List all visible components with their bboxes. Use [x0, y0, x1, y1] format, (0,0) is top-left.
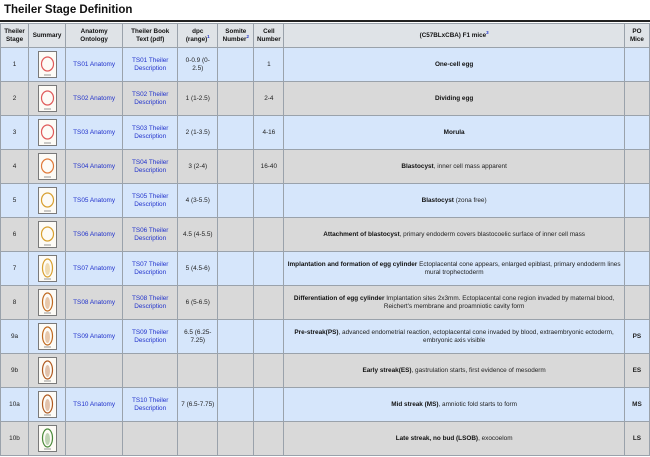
- stage-cell-text: 10a: [9, 400, 20, 408]
- dpc-cell-text: 7 (6.5-7.75): [181, 400, 215, 408]
- description-cell: [284, 82, 625, 116]
- description-cell: [284, 252, 625, 286]
- somite-cell: [218, 82, 254, 116]
- description-cell: [284, 48, 625, 82]
- header-somite: Somite Number$^2$: [218, 24, 254, 48]
- anatomy-link-cell: [66, 116, 123, 150]
- theiler-description-link-cell: [123, 48, 178, 82]
- dpc-cell-text: 3 (2-4): [188, 162, 208, 170]
- anatomy-link-cell-text[interactable]: TS03 Anatomy: [73, 128, 116, 136]
- dpc-cell: [178, 354, 218, 388]
- theiler-stage-table: [0, 23, 650, 456]
- summary-cell: [29, 354, 66, 388]
- summary-cell: [29, 116, 66, 150]
- description-bold-text: Dividing egg: [434, 94, 474, 102]
- footnote-link-1[interactable]: 1: [207, 33, 210, 39]
- dpc-cell-text: 4.5 (4-5.5): [183, 230, 213, 238]
- dpc-cell: [178, 116, 218, 150]
- stage-cell-text: 1: [12, 60, 17, 68]
- dpc-cell: [178, 252, 218, 286]
- description-cell: [284, 116, 625, 150]
- summary-cell: [29, 252, 66, 286]
- po-cell: [624, 252, 649, 286]
- table-row: [1, 82, 650, 116]
- somite-cell: [218, 286, 254, 320]
- anatomy-link-cell-text[interactable]: TS02 Anatomy: [73, 94, 116, 102]
- po-cell: [624, 354, 649, 388]
- somite-cell: [218, 48, 254, 82]
- anatomy-link-cell: [66, 252, 123, 286]
- theiler-description-link-cell-text[interactable]: TS09 Theiler Description: [131, 328, 169, 344]
- stage-cell: [1, 184, 29, 218]
- po-cell: [624, 320, 649, 354]
- theiler-description-link-cell-text[interactable]: TS07 Theiler Description: [131, 260, 169, 276]
- cell-number-cell: [254, 218, 284, 252]
- po-cell: [624, 388, 649, 422]
- theiler-description-link-cell: [123, 184, 178, 218]
- table-row: [1, 116, 650, 150]
- cell-number-cell-text: 1: [267, 60, 271, 68]
- cell-number-cell: [254, 354, 284, 388]
- po-cell: [624, 150, 649, 184]
- anatomy-link-cell: [66, 320, 123, 354]
- anatomy-link-cell: [66, 218, 123, 252]
- anatomy-link-cell-text[interactable]: TS07 Anatomy: [73, 264, 116, 272]
- dpc-cell: [178, 422, 218, 456]
- description-text: Ectoplacental cone appears, enlarged epiblast, primary endoderm lines mural trophectoderm: [417, 260, 621, 276]
- dpc-cell-text: 0-0.9 (0-2.5): [185, 56, 210, 72]
- table-row: [1, 48, 650, 82]
- cell-number-cell: [254, 116, 284, 150]
- embryo-thumbnail-icon[interactable]: [38, 119, 57, 146]
- description-cell: [284, 184, 625, 218]
- theiler-description-link-cell: [123, 388, 178, 422]
- page-title: Theiler Stage Definition: [4, 4, 133, 16]
- summary-cell: [29, 82, 66, 116]
- summary-cell: [29, 150, 66, 184]
- summary-cell: [29, 48, 66, 82]
- description-bold-text: Differentiation of egg cylinder: [293, 294, 385, 302]
- anatomy-link-cell: [66, 150, 123, 184]
- somite-cell: [218, 320, 254, 354]
- description-bold-text: Early streak(ES): [362, 366, 412, 374]
- somite-cell: [218, 116, 254, 150]
- somite-cell: [218, 150, 254, 184]
- description-cell: [284, 388, 625, 422]
- table-row: [1, 150, 650, 184]
- description-text: , exocoelom: [478, 434, 513, 442]
- footnote-link-3[interactable]: 3: [486, 29, 489, 35]
- po-cell-text: ES: [632, 366, 642, 374]
- stage-cell-text: 6: [12, 230, 17, 238]
- dpc-cell-text: 1 (1-2.5): [185, 94, 210, 102]
- stage-cell-text: 3: [12, 128, 17, 136]
- summary-cell: [29, 184, 66, 218]
- stage-cell: [1, 422, 29, 456]
- stage-cell: [1, 116, 29, 150]
- stage-cell: [1, 354, 29, 388]
- description-cell: [284, 320, 625, 354]
- description-text: , advanced endometrial reaction, ectoplacental cone invaded by blood, extraembryonic ectoderm, embryonic axis visible: [338, 328, 614, 344]
- cell-number-cell-text: 4-16: [262, 128, 276, 136]
- anatomy-link-cell: [66, 48, 123, 82]
- description-cell: [284, 150, 625, 184]
- embryo-thumbnail-icon[interactable]: [38, 323, 57, 350]
- cell-number-cell-text: 2-4: [264, 94, 274, 102]
- description-cell: [284, 422, 625, 456]
- somite-cell: [218, 422, 254, 456]
- description-bold-text: Mid streak (MS): [391, 400, 439, 408]
- table-header-row: [1, 24, 650, 48]
- table-row: [1, 388, 650, 422]
- stage-cell: [1, 286, 29, 320]
- anatomy-link-cell-text[interactable]: TS09 Anatomy: [73, 332, 116, 340]
- dpc-cell: [178, 286, 218, 320]
- table-row: [1, 422, 650, 456]
- header-book: Theiler Book Text (pdf): [123, 24, 178, 48]
- anatomy-link-cell: [66, 422, 123, 456]
- table-row: [1, 218, 650, 252]
- theiler-description-link-cell: [123, 354, 178, 388]
- description-text: Implantation sites 2x3mm. Ectoplacental cone region invaded by maternal blood, Reichert's membrane and proamniotic cavity form: [383, 294, 615, 310]
- theiler-description-link-cell: [123, 286, 178, 320]
- stage-cell-text: 4: [12, 162, 17, 170]
- dpc-cell-text: 5 (4.5-6): [185, 264, 210, 272]
- cell-number-cell-text: 16-40: [260, 162, 278, 170]
- table-row: [1, 286, 650, 320]
- header-dpc: dpc (range)$^1$: [178, 24, 218, 48]
- stage-cell: [1, 218, 29, 252]
- stage-cell: [1, 82, 29, 116]
- anatomy-link-cell-text[interactable]: TS05 Anatomy: [73, 196, 116, 204]
- header-stage: Theiler Stage: [1, 24, 29, 48]
- anatomy-link-cell: [66, 82, 123, 116]
- description-bold-text: Morula: [443, 128, 465, 136]
- stage-cell-text: 2: [12, 94, 17, 102]
- cell-number-cell: [254, 150, 284, 184]
- theiler-description-link-cell: [123, 116, 178, 150]
- po-cell: [624, 184, 649, 218]
- description-text: , inner cell mass apparent: [433, 162, 507, 170]
- dpc-cell: [178, 82, 218, 116]
- theiler-description-link-cell-text[interactable]: TS02 Theiler Description: [131, 90, 169, 106]
- dpc-cell: [178, 184, 218, 218]
- description-cell: [284, 354, 625, 388]
- description-text: (zona free): [453, 196, 487, 204]
- stage-cell-text: 9a: [10, 332, 19, 340]
- theiler-description-link-cell-text[interactable]: TS04 Theiler Description: [131, 158, 169, 174]
- anatomy-link-cell-text[interactable]: TS01 Anatomy: [73, 60, 116, 68]
- theiler-description-link-cell-text[interactable]: TS08 Theiler Description: [131, 294, 169, 310]
- cell-number-cell: [254, 252, 284, 286]
- table-row: [1, 354, 650, 388]
- summary-cell: [29, 286, 66, 320]
- stage-cell-text: 9b: [10, 366, 19, 374]
- description-bold-text: Blastocyst: [421, 196, 454, 204]
- anatomy-link-cell: [66, 184, 123, 218]
- stage-cell: [1, 320, 29, 354]
- stage-cell: [1, 48, 29, 82]
- anatomy-link-cell-text[interactable]: TS10 Anatomy: [73, 400, 116, 408]
- dpc-cell-text: 4 (3-5.5): [185, 196, 210, 204]
- po-cell: [624, 286, 649, 320]
- stage-cell-text: 7: [12, 264, 17, 272]
- embryo-thumbnail-icon[interactable]: [38, 85, 57, 112]
- theiler-description-link-cell: [123, 82, 178, 116]
- anatomy-link-cell: [66, 286, 123, 320]
- po-cell-text: PS: [632, 332, 642, 340]
- footnote-link-2[interactable]: 2: [246, 33, 249, 39]
- dpc-cell-text: 6.5 (6.25-7.25): [184, 328, 212, 344]
- po-cell: [624, 218, 649, 252]
- summary-cell: [29, 320, 66, 354]
- cell-number-cell: [254, 184, 284, 218]
- anatomy-link-cell: [66, 388, 123, 422]
- table-row: [1, 184, 650, 218]
- anatomy-link-cell-text[interactable]: TS04 Anatomy: [73, 162, 116, 170]
- stage-cell-text: 5: [12, 196, 17, 204]
- somite-cell: [218, 218, 254, 252]
- theiler-description-link-cell: [123, 252, 178, 286]
- somite-cell: [218, 388, 254, 422]
- embryo-thumbnail-icon[interactable]: [38, 425, 57, 452]
- dpc-cell: [178, 320, 218, 354]
- header-description: (C57BLxCBA) F1 mice$^3$: [284, 24, 625, 48]
- embryo-thumbnail-icon[interactable]: [38, 221, 57, 248]
- description-bold-text: Implantation and formation of egg cylinder: [287, 260, 418, 268]
- header-po: PO Mice: [624, 24, 649, 48]
- dpc-cell-text: 2 (1-3.5): [185, 128, 210, 136]
- dpc-cell: [178, 218, 218, 252]
- dpc-cell: [178, 388, 218, 422]
- po-cell: [624, 116, 649, 150]
- theiler-description-link-cell-text[interactable]: TS03 Theiler Description: [131, 124, 169, 140]
- cell-number-cell: [254, 388, 284, 422]
- cell-number-cell: [254, 422, 284, 456]
- stage-cell: [1, 388, 29, 422]
- theiler-description-link-cell-text[interactable]: TS10 Theiler Description: [131, 396, 169, 412]
- description-cell: [284, 218, 625, 252]
- stage-cell: [1, 252, 29, 286]
- theiler-description-link-cell: [123, 218, 178, 252]
- description-bold-text: Blastocyst: [401, 162, 434, 170]
- summary-cell: [29, 388, 66, 422]
- somite-cell: [218, 354, 254, 388]
- title-divider: [0, 20, 650, 22]
- description-cell: [284, 286, 625, 320]
- table-row: [1, 252, 650, 286]
- description-bold-text: One-cell egg: [434, 60, 474, 68]
- header-cell: Cell Number: [254, 24, 284, 48]
- embryo-thumbnail-icon[interactable]: [38, 357, 57, 384]
- po-cell: [624, 82, 649, 116]
- somite-cell: [218, 184, 254, 218]
- theiler-description-link-cell-text[interactable]: TS06 Theiler Description: [131, 226, 169, 242]
- description-bold-text: Pre-streak(PS): [294, 328, 339, 336]
- anatomy-link-cell-text[interactable]: TS08 Anatomy: [73, 298, 116, 306]
- theiler-description-link-cell: [123, 150, 178, 184]
- stage-cell: [1, 150, 29, 184]
- embryo-thumbnail-icon[interactable]: [38, 187, 57, 214]
- po-cell: [624, 48, 649, 82]
- header-summary: Summary: [29, 24, 66, 48]
- theiler-description-link-cell-text[interactable]: TS05 Theiler Description: [131, 192, 169, 208]
- header-anatomy: Anatomy Ontology: [66, 24, 123, 48]
- description-text: , amniotic fold starts to form: [438, 400, 517, 408]
- cell-number-cell: [254, 320, 284, 354]
- cell-number-cell: [254, 48, 284, 82]
- description-text: , gastrulation starts, first evidence of mesoderm: [411, 366, 546, 374]
- dpc-cell: [178, 48, 218, 82]
- description-bold-text: Attachment of blastocyst: [323, 230, 400, 238]
- embryo-thumbnail-icon[interactable]: [38, 255, 57, 282]
- po-cell-text: MS: [632, 400, 642, 408]
- anatomy-link-cell: [66, 354, 123, 388]
- theiler-description-link-cell: [123, 422, 178, 456]
- somite-cell: [218, 252, 254, 286]
- theiler-description-link-cell: [123, 320, 178, 354]
- stage-cell-text: 8: [12, 298, 17, 306]
- anatomy-link-cell-text[interactable]: TS06 Anatomy: [73, 230, 116, 238]
- cell-number-cell: [254, 82, 284, 116]
- table-row: [1, 320, 650, 354]
- cell-number-cell: [254, 286, 284, 320]
- embryo-thumbnail-icon[interactable]: [38, 51, 57, 78]
- po-cell-text: LS: [632, 434, 642, 442]
- stage-cell-text: 10b: [9, 434, 20, 442]
- summary-cell: [29, 218, 66, 252]
- embryo-thumbnail-icon[interactable]: [38, 289, 57, 316]
- summary-cell: [29, 422, 66, 456]
- dpc-cell: [178, 150, 218, 184]
- description-bold-text: Late streak, no bud (LSOB): [395, 434, 479, 442]
- theiler-description-link-cell-text[interactable]: TS01 Theiler Description: [131, 56, 169, 72]
- embryo-thumbnail-icon[interactable]: [38, 153, 57, 180]
- description-text: , primary endoderm covers blastocoelic surface of inner cell mass: [399, 230, 585, 238]
- embryo-thumbnail-icon[interactable]: [38, 391, 57, 418]
- dpc-cell-text: 6 (5-6.5): [185, 298, 210, 306]
- po-cell: [624, 422, 649, 456]
